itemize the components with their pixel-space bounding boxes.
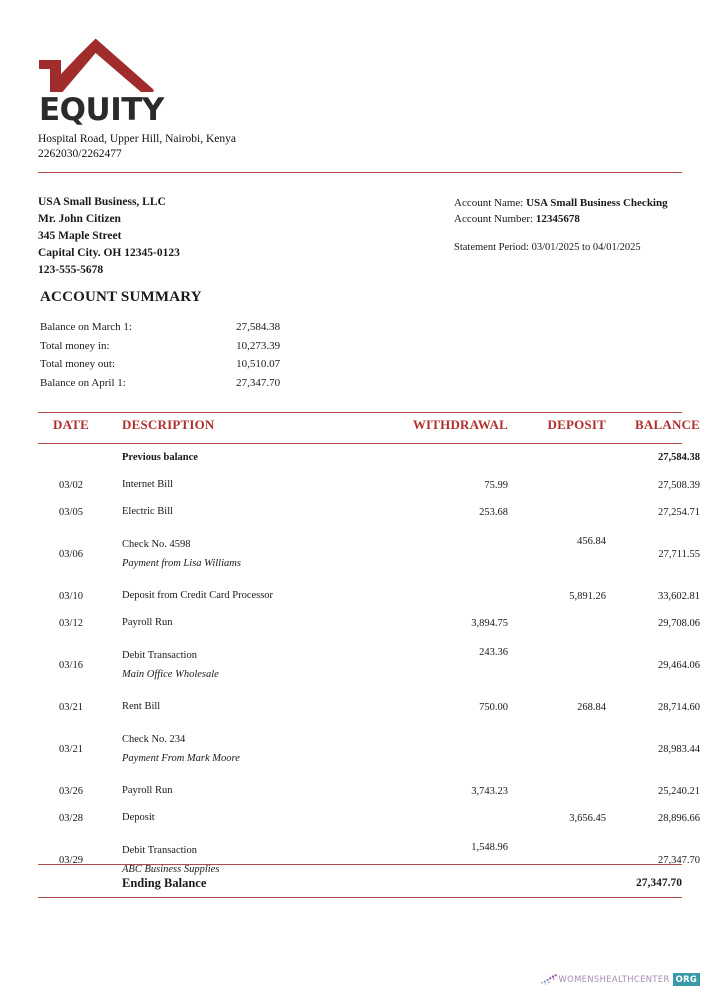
row-date: 03/10 xyxy=(59,591,83,602)
row-description-main: Rent Bill xyxy=(122,701,161,713)
account-number-value: 12345678 xyxy=(535,212,580,225)
footer-brand-text: WOMENSHEALTHCENTER xyxy=(558,974,670,984)
row-description xyxy=(104,610,390,637)
row-withdrawal: 253.68 xyxy=(479,507,508,518)
table-row xyxy=(38,472,700,499)
row-withdrawal xyxy=(390,721,508,778)
summary-row xyxy=(40,374,330,392)
row-date: 03/12 xyxy=(59,618,83,629)
ending-balance-top-divider xyxy=(38,864,682,865)
summary-label: Balance on March 1: xyxy=(40,321,132,334)
row-balance: 28,896.66 xyxy=(658,813,700,824)
previous-balance-amount: 27,584.38 xyxy=(658,451,700,463)
table-top-divider xyxy=(38,412,682,413)
ending-balance-amount: 27,347.70 xyxy=(636,877,682,889)
row-description xyxy=(104,778,390,805)
row-withdrawal xyxy=(390,583,508,610)
row-withdrawal: 75.99 xyxy=(484,480,508,491)
row-description-main: Deposit xyxy=(122,812,155,824)
row-description-sub: ABC Business Supplies xyxy=(122,863,220,875)
row-date: 03/06 xyxy=(59,549,83,560)
row-withdrawal: 3,743.23 xyxy=(471,786,508,797)
row-description-main: Check No. 234 xyxy=(122,734,186,746)
ending-balance-bottom-divider xyxy=(38,897,682,898)
row-description-sub: Main Office Wholesale xyxy=(122,668,219,680)
row-description-main: Deposit from Credit Card Processor xyxy=(122,590,274,602)
row-withdrawal: 750.00 xyxy=(479,702,508,713)
bank-address-line-2: 2262030/2262477 xyxy=(38,148,122,161)
row-balance: 27,508.39 xyxy=(658,480,700,491)
account-summary-title: ACCOUNT SUMMARY xyxy=(40,289,202,305)
table-row xyxy=(38,805,700,832)
equity-roof-logo-icon xyxy=(38,36,154,94)
transactions-header-row xyxy=(38,417,700,442)
row-withdrawal: 3,894.75 xyxy=(471,618,508,629)
table-row xyxy=(38,499,700,526)
table-row xyxy=(38,778,700,805)
row-date: 03/16 xyxy=(59,660,83,671)
row-deposit: 3,656.45 xyxy=(569,813,606,824)
row-balance: 33,602.81 xyxy=(658,591,700,602)
row-description-main: Payroll Run xyxy=(122,785,173,797)
previous-balance-withdrawal xyxy=(390,442,508,472)
row-withdrawal: 243.36 xyxy=(479,647,508,658)
row-description xyxy=(104,583,390,610)
summary-row xyxy=(40,319,330,337)
row-description xyxy=(104,472,390,499)
column-header-description: DESCRIPTION xyxy=(122,417,215,432)
account-details-block xyxy=(454,196,689,256)
row-date: 03/26 xyxy=(59,786,83,797)
row-description xyxy=(104,499,390,526)
row-date: 03/21 xyxy=(59,702,83,713)
row-balance: 28,714.60 xyxy=(658,702,700,713)
customer-line-1: USA Small Business, LLC xyxy=(38,196,166,208)
statement-period: Statement Period: 03/01/2025 to 04/01/2025 xyxy=(454,242,641,254)
column-header-date: DATE xyxy=(53,417,89,432)
summary-value: 27,347.70 xyxy=(236,376,281,389)
summary-value: 10,510.07 xyxy=(236,358,281,371)
transactions-header xyxy=(38,417,700,442)
row-description-sub: Payment from Lisa Williams xyxy=(122,557,241,569)
row-balance: 28,983.44 xyxy=(658,744,700,755)
row-description-main: Debit Transaction xyxy=(122,845,197,857)
row-deposit: 5,891.26 xyxy=(569,591,606,602)
row-balance: 27,254.71 xyxy=(658,507,700,518)
bank-address xyxy=(38,132,438,162)
table-row xyxy=(38,526,700,583)
table-row xyxy=(38,583,700,610)
row-description-main: Electric Bill xyxy=(122,506,174,518)
bank-letterhead xyxy=(38,36,438,162)
table-row xyxy=(38,694,700,721)
account-summary-table xyxy=(40,319,330,393)
summary-label: Balance on April 1: xyxy=(40,376,126,389)
footer-org-badge: ORG xyxy=(673,973,700,986)
ending-balance-row xyxy=(38,869,682,897)
customer-line-3: 345 Maple Street xyxy=(38,229,122,242)
previous-balance-label: Previous balance xyxy=(122,451,198,463)
header-divider xyxy=(38,172,682,173)
row-description-sub: Payment From Mark Moore xyxy=(122,752,240,764)
column-header-deposit: DEPOSIT xyxy=(547,417,606,432)
row-description-main: Debit Transaction xyxy=(122,650,197,662)
account-number-row xyxy=(454,212,689,228)
summary-row xyxy=(40,356,330,374)
row-description-main: Check No. 4598 xyxy=(122,539,191,551)
transactions-body xyxy=(38,442,700,889)
row-deposit xyxy=(508,637,606,694)
row-deposit xyxy=(508,610,606,637)
summary-value: 27,584.38 xyxy=(236,321,281,334)
row-deposit xyxy=(508,778,606,805)
summary-row xyxy=(40,337,330,355)
summary-label: Total money out: xyxy=(40,358,115,371)
row-withdrawal xyxy=(390,526,508,583)
previous-balance-date xyxy=(38,442,104,472)
row-date: 03/02 xyxy=(59,480,83,491)
column-header-withdrawal: WITHDRAWAL xyxy=(412,417,508,432)
row-balance: 27,711.55 xyxy=(658,549,700,560)
row-withdrawal: 1,548.96 xyxy=(471,842,508,853)
row-deposit: 268.84 xyxy=(577,702,606,713)
customer-address-block xyxy=(38,194,368,278)
row-balance: 29,708.06 xyxy=(658,618,700,629)
row-deposit: 456.84 xyxy=(577,536,606,547)
customer-line-4: Capital City. OH 12345-0123 xyxy=(38,246,180,259)
row-description xyxy=(104,805,390,832)
row-deposit xyxy=(508,472,606,499)
bank-wordmark: EQUITY xyxy=(39,92,164,128)
row-description xyxy=(104,526,390,583)
table-row xyxy=(38,721,700,778)
row-description xyxy=(104,637,390,694)
row-balance: 29,464.06 xyxy=(658,660,700,671)
row-balance: 25,240.21 xyxy=(658,786,700,797)
row-description-main: Internet Bill xyxy=(122,479,174,491)
summary-label: Total money in: xyxy=(40,339,110,352)
column-header-balance: BALANCE xyxy=(635,417,700,432)
account-name-row xyxy=(454,196,689,212)
transactions-table xyxy=(38,417,700,889)
customer-line-2: Mr. John Citizen xyxy=(38,212,121,225)
row-deposit xyxy=(508,499,606,526)
customer-line-5: 123-555-5678 xyxy=(38,263,104,276)
row-date: 03/05 xyxy=(59,507,83,518)
ending-balance-label: Ending Balance xyxy=(122,875,207,890)
previous-balance-row xyxy=(38,442,700,472)
table-row xyxy=(38,610,700,637)
account-summary-body xyxy=(40,319,330,393)
row-description xyxy=(104,694,390,721)
account-name-label: Account Name: xyxy=(454,197,524,209)
row-date: 03/21 xyxy=(59,744,83,755)
table-row xyxy=(38,637,700,694)
row-date: 03/29 xyxy=(59,855,83,866)
account-number-label: Account Number: xyxy=(454,212,534,225)
summary-value: 10,273.39 xyxy=(236,339,281,352)
row-description xyxy=(104,721,390,778)
row-date: 03/28 xyxy=(59,813,83,824)
row-description-main: Payroll Run xyxy=(122,617,173,629)
previous-balance-deposit xyxy=(508,442,606,472)
row-deposit xyxy=(508,721,606,778)
swoosh-dots-icon xyxy=(540,969,561,989)
bank-address-line-1: Hospital Road, Upper Hill, Nairobi, Kenya xyxy=(38,133,237,145)
row-balance: 27,347.70 xyxy=(658,855,700,866)
account-name-value: USA Small Business Checking xyxy=(526,197,668,209)
row-withdrawal xyxy=(390,805,508,832)
footer-watermark xyxy=(540,966,700,992)
